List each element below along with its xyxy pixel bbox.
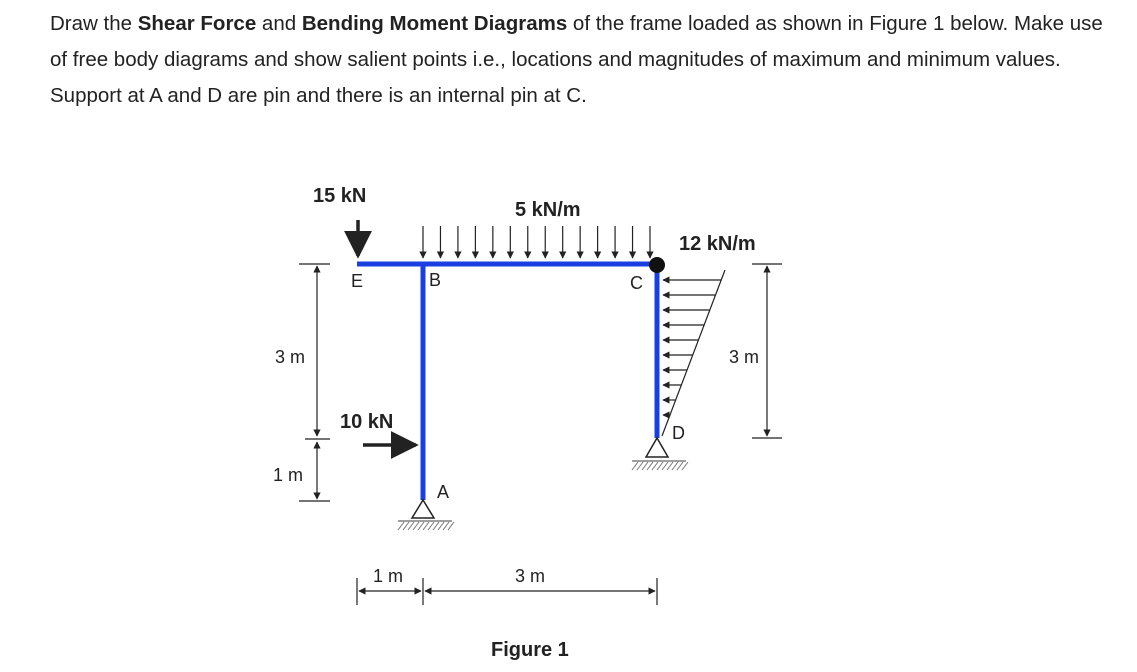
node-label-a: A	[437, 482, 450, 502]
label-12kn-per-m: 12 kN/m	[679, 233, 756, 255]
hatch-line	[642, 462, 648, 470]
bold-term-bending-moment: Bending Moment Diagrams	[301, 12, 568, 35]
hatch-line	[682, 462, 688, 470]
dim-right-3m: 3 m	[729, 347, 760, 367]
figure-caption: Figure 1	[491, 639, 569, 661]
hatch-line	[403, 522, 409, 530]
hatch-line	[428, 522, 434, 530]
node-label-e: E	[351, 271, 364, 291]
frame-members	[357, 264, 657, 500]
text-part: and	[256, 12, 302, 35]
hatch-line	[423, 522, 429, 530]
label-15kn: 15 kN	[313, 185, 367, 207]
text-part: Draw the	[50, 12, 138, 35]
hatch-line	[672, 462, 678, 470]
dim-bottom-3m: 3 m	[515, 566, 546, 586]
label-10kn: 10 kN	[340, 411, 394, 433]
hatch-line	[418, 522, 424, 530]
udl-5kn-arrows	[423, 226, 650, 258]
pin-support-a	[398, 500, 454, 530]
dim-bottom-1m: 1 m	[373, 566, 404, 586]
hatch-line	[647, 462, 653, 470]
hatch-line	[438, 522, 444, 530]
dim-left-1m: 1 m	[273, 465, 304, 485]
node-label-d: D	[672, 423, 685, 443]
node-label-c: C	[630, 273, 643, 293]
hatch-line	[398, 522, 404, 530]
hatch-line	[677, 462, 683, 470]
dimension-left	[299, 264, 330, 501]
hatch-line	[637, 462, 643, 470]
hatch-line	[433, 522, 439, 530]
bold-term-shear-force: Shear Force	[137, 12, 257, 35]
node-label-b: B	[429, 270, 442, 290]
triangular-load-12kn	[662, 270, 725, 436]
hatch-line	[448, 522, 454, 530]
hatch-line	[408, 522, 414, 530]
label-5kn-per-m: 5 kN/m	[515, 199, 581, 221]
text-part: of the frame loaded as shown in Figure 1 below. Make use of free body diagrams and show salient points i.e., locations and magnitudes of maximum and minimum values. Support at A and D are pin and there is an internal pin at C.	[50, 12, 1103, 107]
hatch-line	[652, 462, 658, 470]
hatch-line	[632, 462, 638, 470]
hatch-line	[413, 522, 419, 530]
hatch-line	[657, 462, 663, 470]
hatch-line	[662, 462, 668, 470]
internal-pin-c	[649, 257, 665, 273]
dim-left-3m: 3 m	[275, 347, 306, 367]
hatch-line	[667, 462, 673, 470]
hatch-line	[443, 522, 449, 530]
